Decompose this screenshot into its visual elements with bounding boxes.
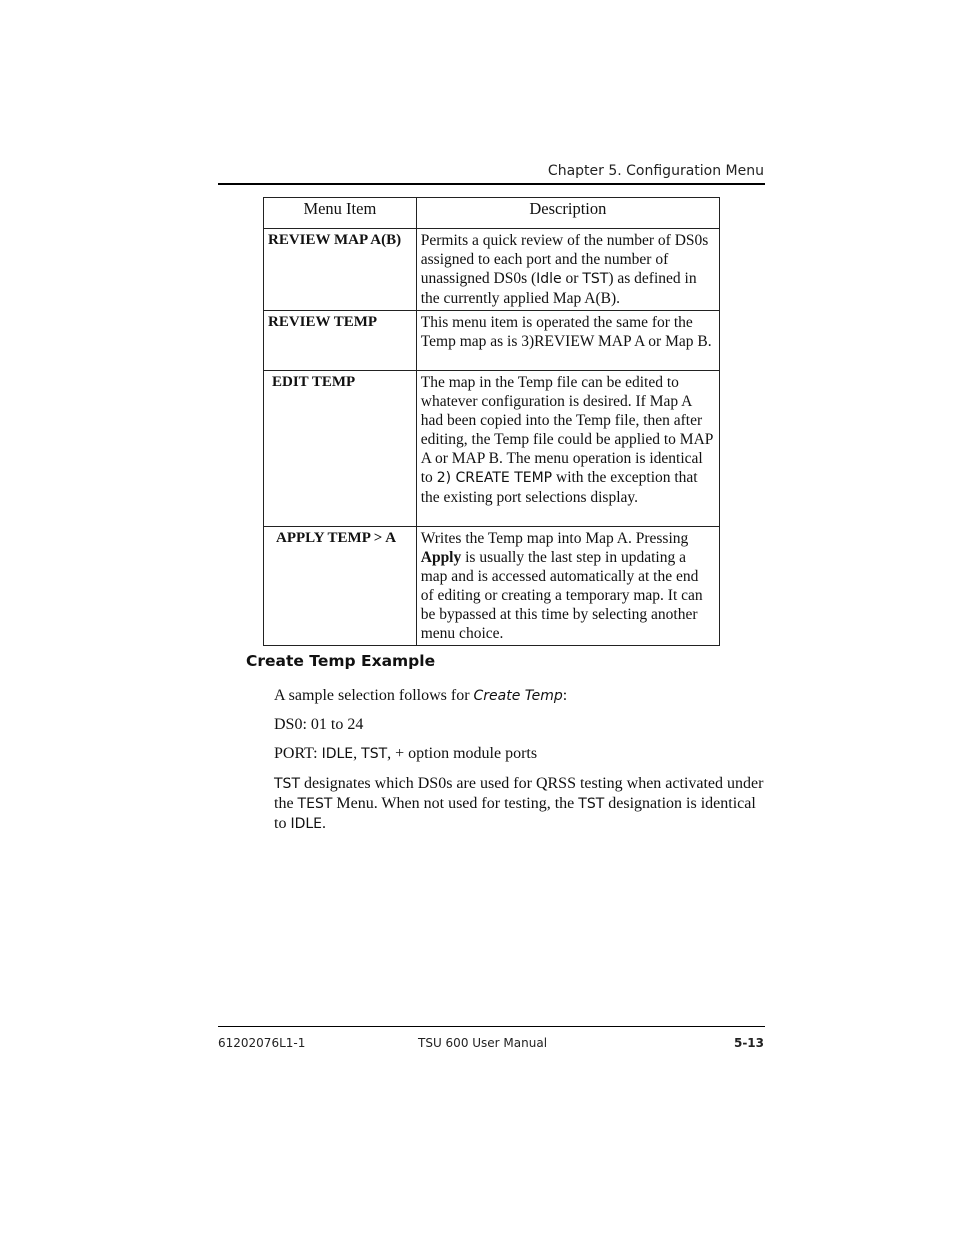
command-text: Idle [536, 271, 562, 287]
menu-item-name: APPLY TEMP > A [264, 527, 417, 646]
desc-text: or [561, 270, 583, 287]
footer-doc-number: 61202076L1-1 [218, 1036, 306, 1050]
footer-manual-title: TSU 600 User Manual [418, 1036, 548, 1050]
desc-text: The map in the Temp file can be edited to whatever configuration is desired. If Map A had been copied into the Temp file, then after editing, the Temp file could be applied to MAP A or MAP B. The menu operation is identical to [420, 374, 713, 486]
menu-table [263, 197, 720, 646]
command-text: TST [582, 271, 609, 287]
command-text: TST [578, 796, 605, 812]
paragraph [274, 774, 764, 834]
para-text: . [322, 815, 327, 832]
desc-text: ) as defined in the currently applied Map A(B). [420, 270, 697, 307]
command-text: TST [274, 776, 300, 792]
command-text: IDLE [321, 746, 354, 762]
table-row [264, 371, 720, 527]
command-text: TST [361, 746, 388, 762]
paragraph: DS0: 01 to 24 [274, 716, 364, 733]
col-header-menu-item: Menu Item [264, 198, 417, 229]
command-text: TEST [297, 796, 333, 812]
col-header-description: Description [416, 198, 719, 229]
menu-item-description [416, 527, 719, 646]
para-text: designates which DS0s are used for QRSS testing when activated under the [274, 775, 764, 812]
table-header-row [264, 198, 720, 229]
menu-item-description: This menu item is operated the same for the Temp map as is 3)REVIEW MAP A or Map B. [416, 311, 719, 371]
para-text: : [562, 687, 568, 704]
para-text: A sample selection follows for [274, 687, 474, 704]
para-text: designation is identical to [274, 795, 756, 832]
command-text: IDLE [290, 816, 323, 832]
menu-item-name: REVIEW MAP A(B) [264, 229, 417, 311]
command-text: Create Temp [473, 688, 563, 704]
footer-rule [218, 1026, 765, 1027]
para-text: , + option module ports [387, 745, 538, 762]
table-row [264, 311, 720, 371]
paragraph [274, 744, 764, 764]
command-text: 2) CREATE TEMP [436, 470, 553, 486]
footer-page-number: 5-13 [733, 1036, 764, 1050]
header-rule [218, 183, 765, 185]
menu-item-name: EDIT TEMP [264, 371, 417, 527]
menu-item-description [416, 371, 719, 527]
table-row [264, 229, 720, 311]
para-text: , [353, 745, 362, 762]
desc-text: Permits a quick review of the number of DS0s assigned to each port and the number of unassigned DS0s ( [420, 232, 709, 287]
section-title: Create Temp Example [246, 652, 436, 670]
desc-text: is usually the last step in updating a map and is accessed automatically at the end of editing or creating a temporary map. It can be bypassed at this time by selecting another menu choice. [420, 549, 703, 642]
running-header: Chapter 5. Configuration Menu [547, 163, 764, 179]
desc-text: Writes the Temp map into Map A. Pressing [420, 530, 689, 547]
para-text: Menu. When not used for testing, the [332, 795, 579, 812]
menu-item-description [416, 229, 719, 311]
paragraph [274, 686, 764, 706]
table-row [264, 527, 720, 646]
desc-text: with the exception that the existing port selections display. [420, 469, 698, 506]
emphasis-text: Apply [420, 549, 462, 566]
para-text: PORT: [274, 745, 322, 762]
menu-item-name: REVIEW TEMP [264, 311, 417, 371]
